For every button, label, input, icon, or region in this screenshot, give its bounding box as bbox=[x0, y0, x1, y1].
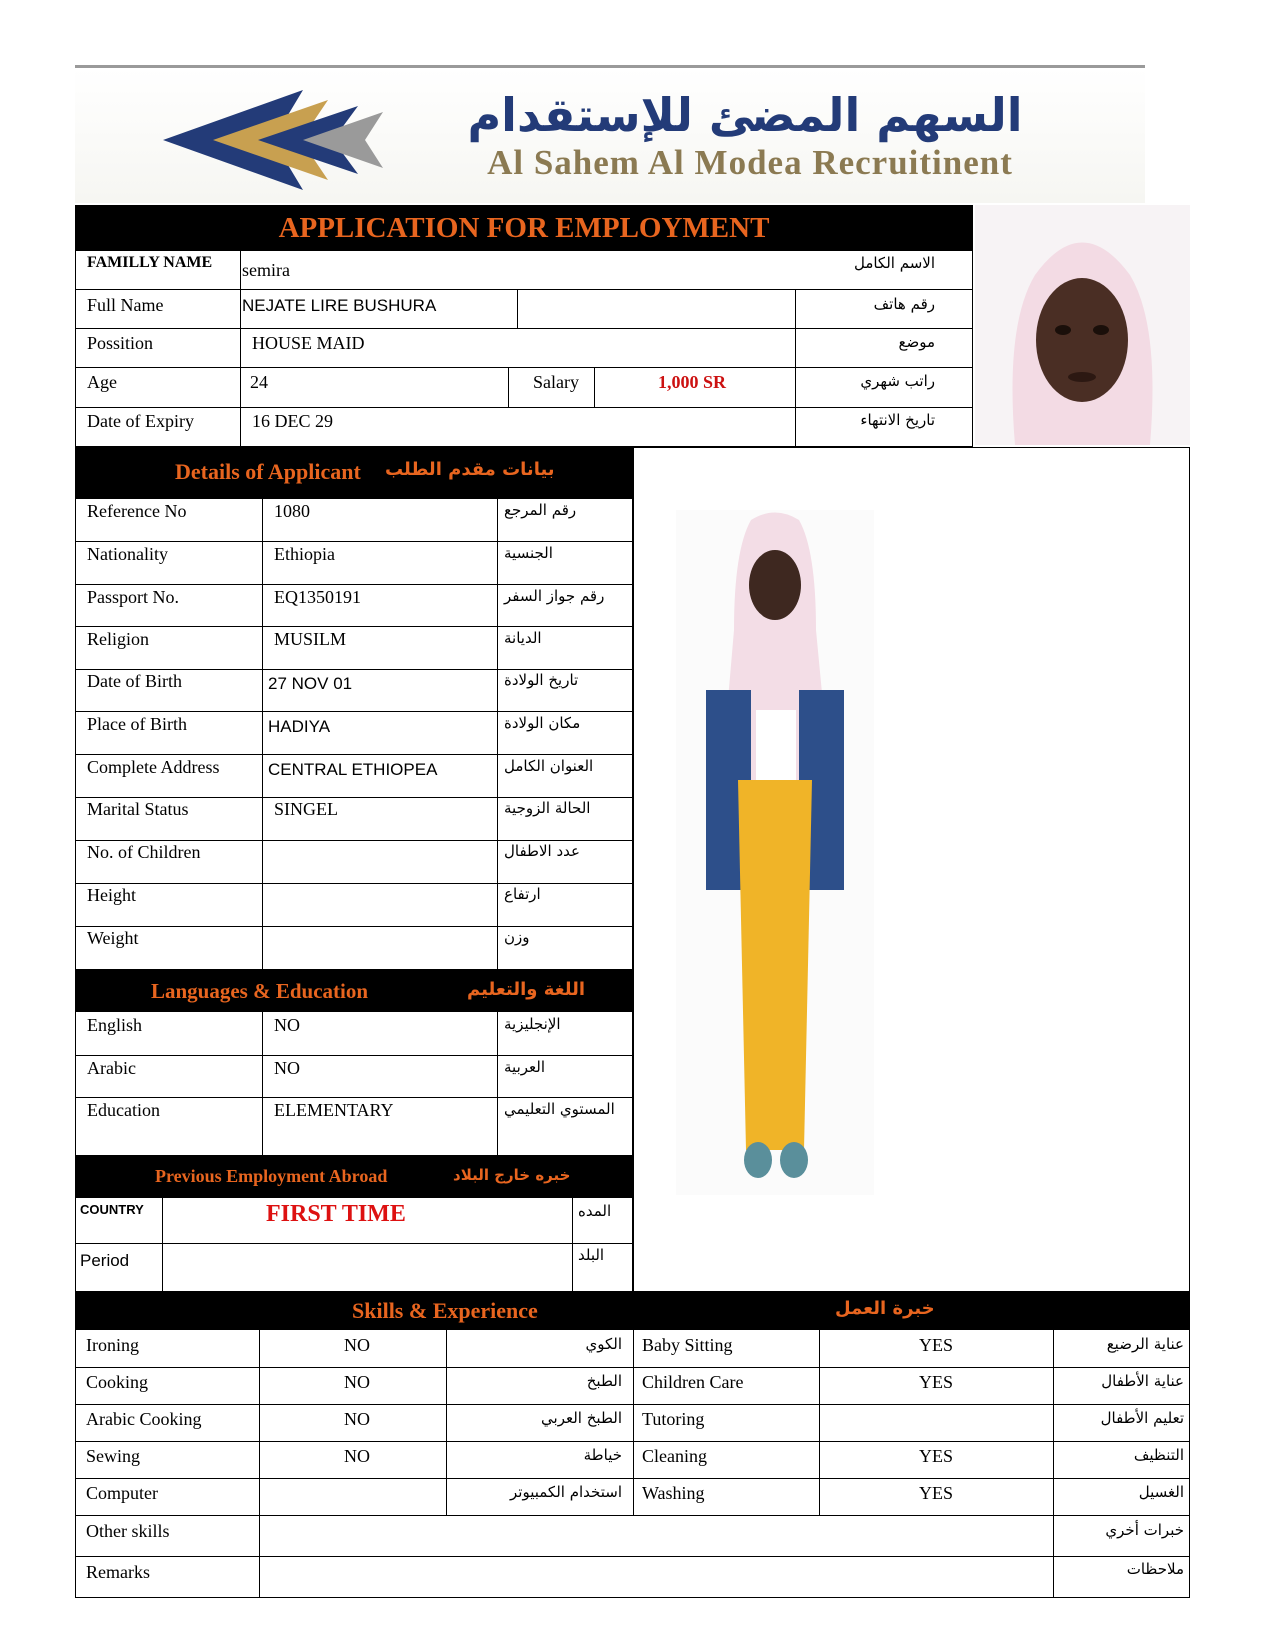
remarks-arabic: ملاحظات bbox=[1126, 1560, 1184, 1578]
ironing-value: NO bbox=[344, 1335, 370, 1355]
religion-label: Religion bbox=[87, 629, 149, 649]
height-label: Height bbox=[87, 885, 136, 905]
country-value: FIRST TIME bbox=[266, 1201, 406, 1227]
marital-value: SINGEL bbox=[274, 799, 338, 819]
arabic-value: NO bbox=[274, 1058, 300, 1078]
reference-label: Reference No bbox=[87, 501, 187, 521]
pob-label: Place of Birth bbox=[87, 714, 187, 734]
cooking-arabic: الطبخ bbox=[586, 1372, 622, 1390]
religion-value: MUSILM bbox=[274, 629, 347, 649]
previous-title-en: Previous Employment Abroad bbox=[155, 1166, 388, 1186]
children-care-value: YES bbox=[919, 1372, 954, 1392]
english-arabic: الإنجليزية bbox=[504, 1015, 561, 1033]
salary-label: Salary bbox=[533, 372, 579, 392]
family-name-value: semira bbox=[242, 260, 290, 280]
reference-value: 1080 bbox=[274, 501, 310, 521]
cooking-value: NO bbox=[344, 1372, 370, 1392]
tutoring-label: Tutoring bbox=[642, 1409, 705, 1429]
height-arabic: ارتفاع bbox=[504, 885, 541, 903]
arabic-cooking-value: NO bbox=[344, 1409, 370, 1429]
nationality-value: Ethiopia bbox=[274, 544, 335, 564]
pob-value: HADIYA bbox=[268, 717, 331, 736]
ironing-arabic: الكوي bbox=[585, 1335, 622, 1353]
expiry-arabic: تاريخ الانتهاء bbox=[860, 411, 935, 429]
family-name-arabic: الاسم الكامل bbox=[853, 254, 935, 272]
children-care-label: Children Care bbox=[642, 1372, 744, 1392]
logo-arabic-text: السهم المضئ للإستقدام bbox=[467, 88, 1023, 142]
sewing-label: Sewing bbox=[86, 1446, 140, 1466]
dob-label: Date of Birth bbox=[87, 671, 182, 691]
country-label: COUNTRY bbox=[80, 1202, 144, 1217]
computer-arabic: استخدام الكمبيوتر bbox=[510, 1483, 622, 1501]
arabic-arabic: العربية bbox=[504, 1058, 545, 1076]
arabic-cooking-label: Arabic Cooking bbox=[86, 1409, 202, 1429]
remarks-label: Remarks bbox=[86, 1562, 150, 1582]
weight-arabic: وزن bbox=[504, 928, 530, 946]
position-label: Possition bbox=[87, 333, 154, 353]
details-title-ar: بيانات مقدم الطلب bbox=[385, 459, 555, 480]
country-arabic: المده bbox=[578, 1202, 612, 1220]
form-title: APPLICATION FOR EMPLOYMENT bbox=[278, 212, 770, 244]
phone-arabic: رقم هاتف bbox=[873, 295, 935, 313]
nationality-arabic: الجنسية bbox=[504, 544, 553, 562]
nationality-label: Nationality bbox=[87, 544, 168, 564]
period-label: Period bbox=[80, 1251, 130, 1270]
title-bar bbox=[75, 205, 973, 251]
logo-english-text: Al Sahem Al Modea Recruitinent bbox=[487, 143, 1013, 182]
cleaning-label: Cleaning bbox=[642, 1446, 707, 1466]
baby-sitting-value: YES bbox=[919, 1335, 954, 1355]
baby-sitting-label: Baby Sitting bbox=[642, 1335, 733, 1355]
education-arabic: المستوي التعليمي bbox=[504, 1100, 615, 1118]
tutoring-arabic: تعليم الأطفال bbox=[1100, 1409, 1184, 1427]
sewing-arabic: خياطة bbox=[583, 1446, 622, 1464]
cleaning-value: YES bbox=[919, 1446, 954, 1466]
age-label: Age bbox=[87, 372, 117, 392]
position-arabic: موضع bbox=[898, 333, 935, 351]
washing-label: Washing bbox=[642, 1483, 705, 1503]
skills-title-ar: خبرة العمل bbox=[835, 1298, 935, 1319]
cleaning-arabic: التنظيف bbox=[1133, 1446, 1184, 1464]
languages-table bbox=[75, 1012, 633, 1156]
full-body-photo bbox=[676, 510, 874, 1195]
other-skills-label: Other skills bbox=[86, 1521, 170, 1541]
passport-value: EQ1350191 bbox=[274, 587, 361, 607]
other-skills-arabic: خبرات أخري bbox=[1105, 1521, 1184, 1539]
arabic-label: Arabic bbox=[87, 1058, 136, 1078]
age-value: 24 bbox=[250, 372, 268, 392]
marital-arabic: الحالة الزوجية bbox=[504, 799, 591, 817]
washing-value: YES bbox=[919, 1483, 954, 1503]
family-name-label: FAMILLY NAME bbox=[87, 254, 213, 271]
religion-arabic: الديانة bbox=[504, 629, 542, 647]
cooking-label: Cooking bbox=[86, 1372, 149, 1392]
marital-label: Marital Status bbox=[87, 799, 189, 819]
dob-arabic: تاريخ الولادة bbox=[504, 671, 579, 689]
address-label: Complete Address bbox=[87, 757, 220, 777]
monthly-salary-arabic: راتب شهري bbox=[860, 372, 935, 390]
sewing-value: NO bbox=[344, 1446, 370, 1466]
details-title-en: Details of Applicant bbox=[175, 459, 361, 484]
baby-sitting-arabic: عناية الرضيع bbox=[1106, 1335, 1184, 1353]
chevron-logo-icon bbox=[153, 82, 383, 192]
skills-header bbox=[75, 1292, 1190, 1330]
period-arabic: البلد bbox=[578, 1246, 605, 1264]
passport-label: Passport No. bbox=[87, 587, 180, 607]
washing-arabic: الغسيل bbox=[1138, 1483, 1184, 1501]
full-name-label: Full Name bbox=[87, 295, 164, 315]
previous-employment-header bbox=[75, 1156, 633, 1198]
weight-label: Weight bbox=[87, 928, 139, 948]
address-value: CENTRAL ETHIOPEA bbox=[268, 760, 438, 779]
full-name-value: NEJATE LIRE BUSHURA bbox=[242, 296, 437, 315]
previous-title-ar: خبره خارج البلاد bbox=[453, 1166, 571, 1184]
company-logo-banner bbox=[75, 65, 1145, 203]
skills-title-en: Skills & Experience bbox=[352, 1298, 538, 1323]
passport-arabic: رقم جواز السفر bbox=[504, 587, 605, 605]
arabic-cooking-arabic: الطبخ العربي bbox=[541, 1409, 622, 1427]
children-care-arabic: عناية الأطفال bbox=[1101, 1372, 1184, 1390]
languages-title-en: Languages & Education bbox=[151, 979, 369, 1003]
expiry-value: 16 DEC 29 bbox=[252, 411, 333, 431]
english-value: NO bbox=[274, 1015, 300, 1035]
reference-arabic: رقم المرجع bbox=[504, 501, 577, 519]
pob-arabic: مكان الولادة bbox=[504, 714, 581, 732]
dob-value: 27 NOV 01 bbox=[268, 674, 353, 693]
children-label: No. of Children bbox=[87, 842, 201, 862]
languages-title-ar: اللغة والتعليم bbox=[467, 979, 586, 1000]
salary-value: 1,000 SR bbox=[658, 372, 727, 392]
portrait-photo bbox=[975, 205, 1190, 445]
education-label: Education bbox=[87, 1100, 160, 1120]
children-arabic: عدد الاطفال bbox=[504, 842, 580, 860]
english-label: English bbox=[87, 1015, 143, 1035]
languages-header bbox=[75, 970, 633, 1012]
computer-label: Computer bbox=[86, 1483, 158, 1503]
details-header bbox=[75, 447, 633, 499]
position-value: HOUSE MAID bbox=[252, 333, 365, 353]
ironing-label: Ironing bbox=[86, 1335, 139, 1355]
education-value: ELEMENTARY bbox=[274, 1100, 394, 1120]
expiry-label: Date of Expiry bbox=[87, 411, 194, 431]
address-arabic: العنوان الكامل bbox=[504, 757, 594, 775]
